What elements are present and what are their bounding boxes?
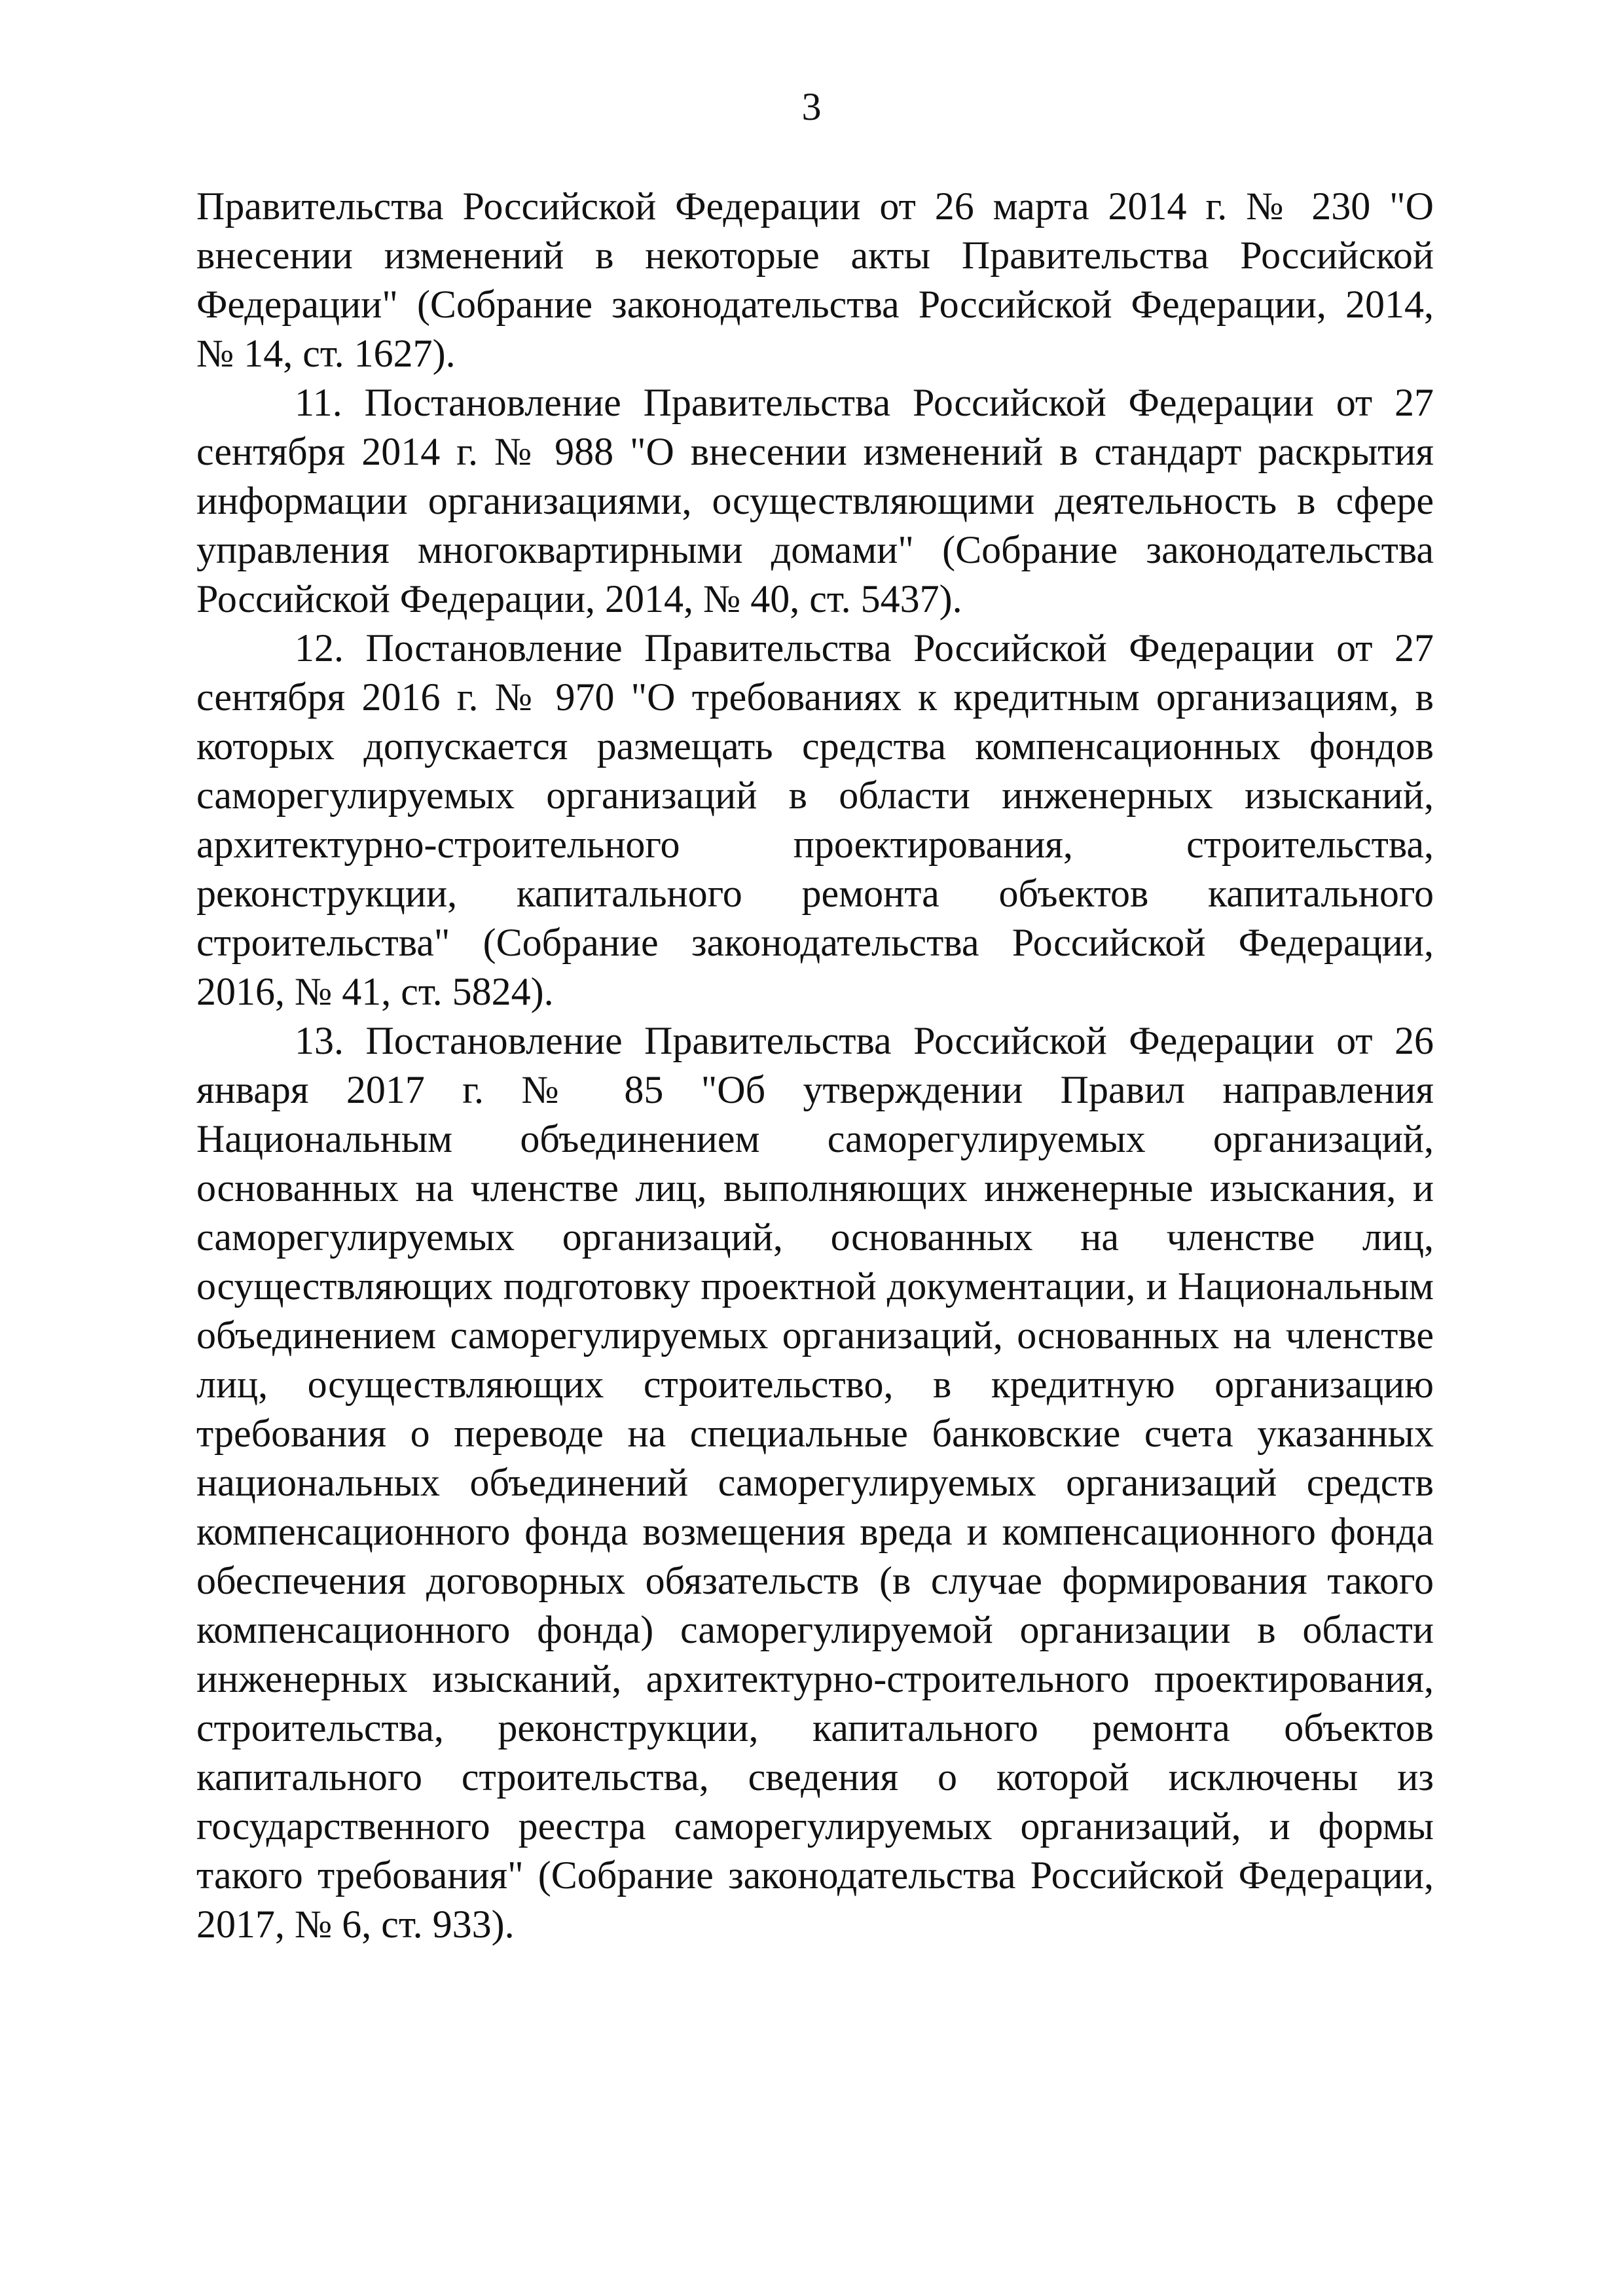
page-number: 3 [801,85,822,128]
paragraph-continuation: Правительства Российской Федерации от 26 марта 2014 г. № 230 "О внесении изменений в некоторые акты Правительства Российской Федерации" (Собрание законодательства Российской Федерации, 2014, № 14, ст. 1627). [196,185,1434,375]
paragraph-item-13: 13. Постановление Правительства Российской Федерации от 26 января 2017 г. № 85 "Об утверждении Правил направления Национальным объединением саморегулируемых организаций, основанных на членстве лиц, выполняющих инженерные изыскания, и саморегулируемых организаций, основанных на членстве лиц, осуществляющих подготовку проектной документации, и Национальным объединением саморегулируемых организаций, основанных на членстве лиц, осуществляющих строительство, в кредитную организацию требования о переводе на специальные банковские счета указанных национальных объединений саморегулируемых организаций средств компенсационного фонда возмещения вреда и компенсационного фонда обеспечения договорных обязательств (в случае формирования такого компенсационного фонда) саморегулируемой организации в области инженерных изысканий, архитектурно-строительного проектирования, строительства, реконструкции, капитального ремонта объектов капитального строительства, сведения о которой исключены из государственного реестра саморегулируемых организаций, и формы такого требования" (Собрание законодательства Российской Федерации, 2017, № 6, ст. 933). [196,1019,1434,1946]
paragraph-item-12: 12. Постановление Правительства Российской Федерации от 27 сентября 2016 г. № 970 "О требованиях к кредитным организациям, в которых допускается размещать средства компенсационных фондов саморегулируемых организаций в области инженерных изысканий, архитектурно-строительного проектирования, строительства, реконструкции, капитального ремонта объектов капитального строительства" (Собрание законодательства Российской Федерации, 2016, № 41, ст. 5824). [196,626,1434,1013]
paragraph-item-11: 11. Постановление Правительства Российской Федерации от 27 сентября 2014 г. № 988 "О внесении изменений в стандарт раскрытия информации организациями, осуществляющими деятельность в сфере управления многоквартирными домами" (Собрание законодательства Российской Федерации, 2014, № 40, ст. 5437). [196,381,1434,620]
document-body [196,182,1434,1949]
